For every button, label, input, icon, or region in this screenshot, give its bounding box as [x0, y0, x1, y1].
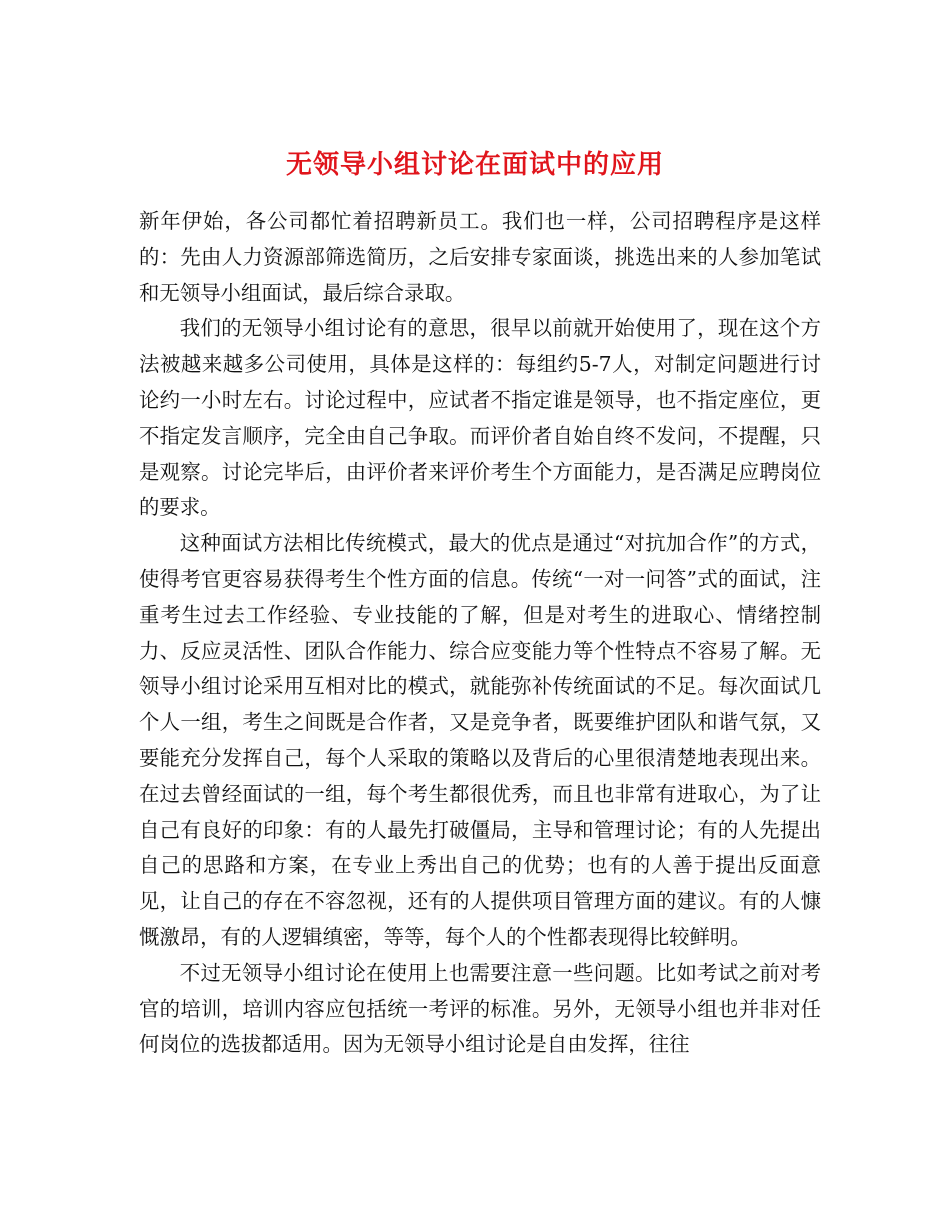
paragraph-4: 不过无领导小组讨论在使用上也需要注意一些问题。比如考试之前对考官的培训，培训内容应包括统一考评的标准。另外，无领导小组也并非对任何岗位的选拔都适用。因为无领导小组讨论是自由发挥，往往 — [139, 960, 821, 1057]
paragraph-3: 这种面试方法相比传统模式，最大的优点是通过“对抗加合作”的方式，使得考官更容易获得考生个性方面的信息。传统“一对一问答”式的面试，注重考生过去工作经验、专业技能的了解，但是对考生的进取心、情绪控制力、反应灵活性、团队合作能力、综合应变能力等个性特点不容易了解。无领导小组讨论采用互相对比的模式，就能弥补传统面试的不足。每次面试几个人一组，考生之间既是合作者，又是竞争者，既要维护团队和谐气氛，又要能充分发挥自己，每个人采取的策略以及背后的心里很清楚地表现出来。在过去曾经面试的一组，每个考生都很优秀，而且也非常有进取心，为了让自己有良好的印象：有的人最先打破僵局，主导和管理讨论；有的人先提出自己的思路和方案，在专业上秀出自己的优势；也有的人善于提出反面意见，让自己的存在不容忽视，还有的人提供项目管理方面的建议。有的人慷慨激昂，有的人逻辑缜密，等等，每个人的个性都表现得比较鲜明。 — [139, 531, 821, 949]
paragraph-2: 我们的无领导小组讨论有的意思，很早以前就开始使用了，现在这个方法被越来越多公司使用，具体是这样的：每组约5-7人，对制定问题进行讨论约一小时左右。讨论过程中，应试者不指定谁是领导，也不指定座位，更不指定发言顺序，完全由自己争取。而评价者自始自终不发问，不提醒，只是观察。讨论完毕后，由评价者来评价考生个方面能力，是否满足应聘岗位的要求。 — [139, 316, 821, 520]
document-title: 无领导小组讨论在面试中的应用 — [285, 150, 664, 181]
paragraph-1: 新年伊始，各公司都忙着招聘新员工。我们也一样，公司招聘程序是这样的：先由人力资源部筛选简历，之后安排专家面谈，挑选出来的人参加笔试和无领导小组面试，最后综合录取。 — [139, 209, 821, 305]
document-body — [139, 204, 821, 1063]
